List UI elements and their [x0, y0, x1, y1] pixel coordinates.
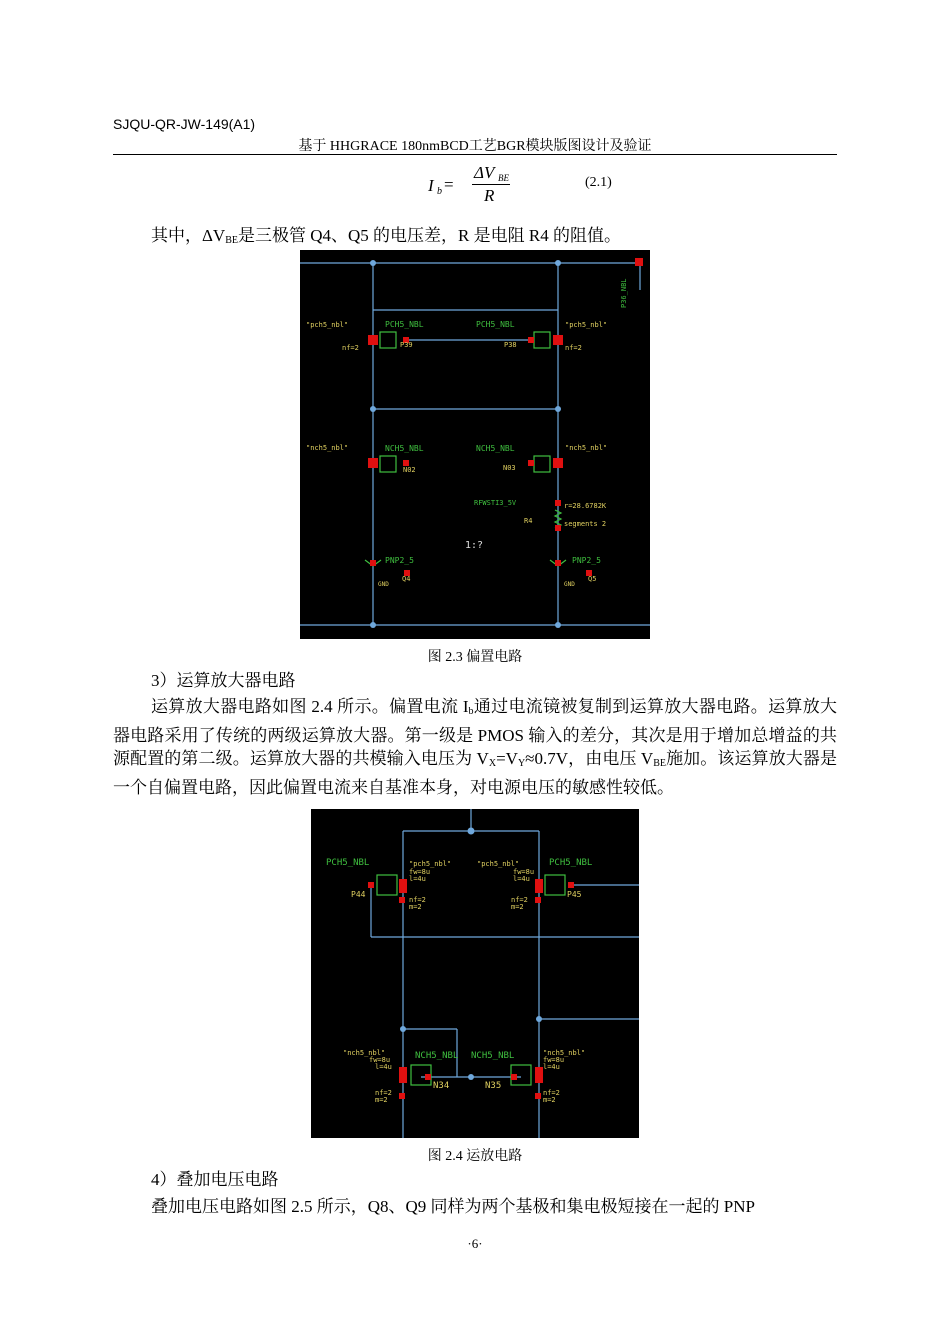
nch-left-label: NCH5_NBL: [415, 1051, 459, 1061]
paragraph-delta-vbe: [113, 224, 837, 253]
nch-right-label: NCH5_NBL: [476, 444, 515, 453]
nf-right: nf=2: [565, 344, 582, 352]
subscript: X: [488, 758, 497, 769]
nf-left: nf=2: [342, 344, 359, 352]
pch-right-label: PCH5_NBL: [549, 858, 593, 868]
pch-left-label: PCH5_NBL: [326, 858, 370, 868]
nl-left: l=4u: [375, 1063, 392, 1071]
figure-caption-2-4: 图 2.4 运放电路: [427, 1149, 523, 1164]
text: 运算放大器电路如图 2.4 所示。偏置电流 I: [151, 697, 469, 716]
pch-left-label: PCH5_NBL: [385, 320, 424, 329]
paragraph-stack-voltage: 叠加电压电路如图 2.5 所示，Q8、Q9 同样为两个基极和集电极短接在一起的 PNP: [151, 1197, 755, 1216]
nch-param-right: "nch5_nbl": [543, 1049, 586, 1057]
q5-label: Q5: [588, 575, 597, 583]
eq-lhs-sub: b: [437, 186, 442, 197]
resistor-segments: segments 2: [564, 520, 607, 528]
nl-right: l=4u: [543, 1063, 560, 1071]
nfw-left: fw=8u: [369, 1056, 391, 1064]
pch-param-left: "pch5_nbl": [306, 321, 349, 329]
p45-label: P45: [567, 890, 582, 899]
p39-label: P39: [400, 341, 413, 349]
vertical-net-label: P36_NBL: [620, 278, 628, 308]
pch-param-left: "pch5_nbl": [409, 860, 452, 868]
p44-label: P44: [351, 890, 366, 899]
p38-label: P38: [504, 341, 517, 349]
eq-denominator: R: [484, 186, 495, 205]
bias-circuit-schematic: [300, 250, 650, 639]
subscript: BE: [653, 758, 666, 769]
paragraph-opamp: [113, 695, 837, 799]
n34-label: N34: [433, 1081, 450, 1091]
header-rule: [113, 154, 837, 155]
m-left: m=2: [409, 903, 422, 911]
r4-label: R4: [524, 517, 533, 525]
page-number: ·6·: [467, 1236, 483, 1251]
text: 通过电流镜被复制到运算放大器电路。运算放大器电路采用了传统的两级运算放大器。第一级是 PMOS 输入的差分，其次是用于增加总增益的共源配置的第二级。运算放大器的共模输入电压为 V: [113, 697, 838, 768]
nch-param-left: "nch5_nbl": [306, 444, 349, 452]
text: 其中，ΔV: [151, 226, 226, 245]
eq-numerator: ΔV: [474, 163, 495, 182]
figure-caption-2-3: 图 2.3 偏置电路: [427, 650, 523, 665]
pch-param-right: "pch5_nbl": [565, 321, 608, 329]
l-left: l=4u: [409, 875, 426, 883]
nm-right: m=2: [543, 1096, 556, 1104]
section-3-heading: 3）运算放大器电路: [151, 671, 296, 690]
equation: [428, 163, 518, 216]
nch-right-label: NCH5_NBL: [471, 1051, 515, 1061]
text: =V: [496, 749, 518, 768]
gnd-left: GND: [378, 581, 389, 588]
resistor-value: r=28.6782K: [564, 502, 607, 510]
m-right: m=2: [511, 903, 524, 911]
n35-label: N35: [485, 1081, 502, 1091]
subscript: BE: [225, 235, 238, 246]
fw-left: fw=8u: [409, 868, 431, 876]
resistor-label: RFWSTI3_5V: [474, 499, 517, 507]
eq-equals: =: [444, 175, 454, 194]
pnp-left-label: PNP2_5: [385, 556, 414, 565]
nf-right: nf=2: [511, 896, 528, 904]
fw-right: fw=8u: [513, 868, 535, 876]
section-4-heading: 4）叠加电压电路: [151, 1170, 279, 1189]
ratio-label: 1:?: [465, 540, 484, 551]
pch-right-label: PCH5_NBL: [476, 320, 515, 329]
nnf-left: nf=2: [375, 1089, 392, 1097]
subscript: b: [468, 706, 474, 717]
text: 是三极管 Q4、Q5 的电压差，R 是电阻 R4 的阻值。: [238, 226, 621, 245]
nfw-right: fw=8u: [543, 1056, 565, 1064]
nnf-right: nf=2: [543, 1089, 560, 1097]
nch-left-label: NCH5_NBL: [385, 444, 424, 453]
n03-label: N03: [503, 464, 516, 472]
eq-lhs: I: [428, 176, 434, 195]
nch-param-left: "nch5_nbl": [343, 1049, 386, 1057]
nf-left: nf=2: [409, 896, 426, 904]
pnp-right-label: PNP2_5: [572, 556, 601, 565]
n02-label: N02: [403, 466, 416, 474]
pch-param-right: "pch5_nbl": [477, 860, 520, 868]
subscript: Y: [517, 758, 526, 769]
l-right: l=4u: [513, 875, 530, 883]
nch-param-right: "nch5_nbl": [565, 444, 608, 452]
text: 施加。该运算放大器是一个自偏置电路，因此偏置电流来自基准本身，对电源电压的敏感性较低。: [113, 749, 838, 797]
document-id: SJQU-QR-JW-149(A1): [113, 116, 256, 132]
gnd-right: GND: [564, 581, 575, 588]
text: ≈0.7V，由电压 V: [525, 749, 654, 768]
nm-left: m=2: [375, 1096, 388, 1104]
running-title: 基于 HHGRACE 180nmBCD工艺BGR模块版图设计及验证: [298, 139, 652, 154]
opamp-schematic: [311, 809, 639, 1138]
q4-label: Q4: [402, 575, 411, 583]
fraction-bar: [472, 184, 510, 185]
equation-number: (2.1): [585, 175, 612, 190]
eq-numerator-sub: BE: [498, 173, 509, 183]
